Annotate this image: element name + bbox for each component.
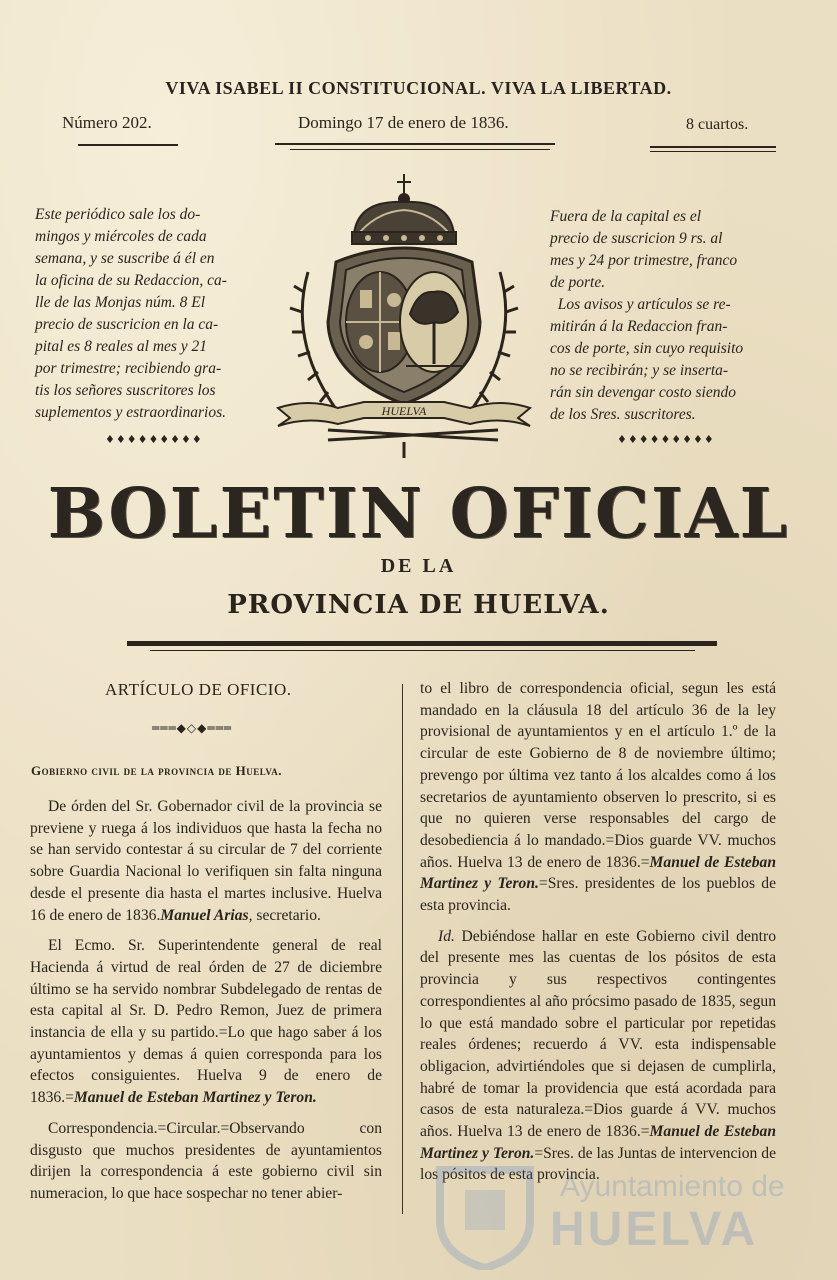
header-rule-center [275,143,555,145]
header-rule-right-thin [650,151,776,152]
city-shield-icon [430,1160,540,1270]
issue-price: 8 cuartos. [686,116,749,133]
article-ornament: ═══◆◇◆═══ [152,721,233,735]
article-heading: ARTÍCULO DE OFICIO. [105,680,292,699]
crest-ribbon-text: HUELVA [381,404,427,418]
masthead-rule-thin [150,650,695,651]
paragraph-text: Correspondencia.=Circular.=Observando con disgusto que muchos presidentes de ayuntamientos dirijen la correspondencia á este gobierno civil sin numeracion, lo que hace sospechar no tener abier- [30,1119,382,1202]
issue-date: Domingo 17 de enero de 1836. [298,113,509,132]
coat-of-arms-emblem [268,172,540,462]
watermark-line1: Ayuntamiento de [560,1170,785,1203]
header-rule-right [650,146,776,148]
paragraph-text: to el libro de correspondencia oficial, segun les está mandado en la cláusula 18 del artículo 36 de la ley provisional de ayuntamientos y en el artículo 1.º de la circular de este Gobierno de 8 de noviembre último; prevengo por última vez tanto á los alcaldes como á los secretarios de ayuntamiento observen lo prescrito, si es que no quieren verse responsables del cargo de desobediencia á lo mandado.=Dios guarde VV. muchos años. Huelva 13 de enero de 1836.= [420,680,776,871]
gobierno-heading: Gobierno civil de la provincia de Huelva. [31,763,283,778]
recipients: =Sres. presidentes de los pueblos de esta provincia. [420,875,776,915]
paragraph-text: El Ecmo. Sr. Superintendente general de real Hacienda á virtud de real órden de 27 de diciembre último se ha servido nombrar Subdelegado de rentas de esta capital al Sr. D. Pedro Remon, Juez de primera instancia de ella y su partido.=Lo que hago saber á los ayuntamientos y demas á quien corresponda para los efectos consiguientes. Huelva 9 de enero de 1836.= [30,937,382,1107]
recipients: =Sres. de las Juntas de intervencion de los pósitos de esta provincia. [420,1144,776,1184]
newspaper-subtitle: DE LA [380,555,457,577]
paragraph-correspondencia [30,1118,382,1205]
signature: Manuel de Esteban Martinez y Teron. [73,1089,317,1107]
newspaper-title: BOLETIN OFICIAL [47,474,790,554]
signature-role: , secretario. [248,906,321,924]
header-rule-left [78,144,178,146]
newspaper-province: PROVINCIA DE HUELVA. [227,590,610,620]
paragraph-guardia-nacional [30,796,382,926]
ornament-dots-right: ♦♦♦♦♦♦♦♦♦ [617,433,715,446]
header-rule-center-thin [290,149,550,150]
paragraph-positos [420,926,776,1186]
subscription-notice-right: Fuera de la capital es el precio de suscricion 9 rs. al mes y 24 por trimestre, franco de porte. Los avisos y artículos se re- mitirán á la Redaccion fran- cos de porte, sin cuyo requisito no se recibirán; y se inserta- rán sin devengar costo siendo de los Sres. suscritores. [550,208,744,423]
masthead-rule-thick [127,641,717,646]
issue-number: Número 202. [62,113,152,132]
signature: Manuel Arias [160,906,249,924]
paragraph-text: De órden del Sr. Gobernador civil de la provincia se previene y ruega á los individuos que hasta la fecha no se han servido contestar á su circular de 7 del corriente sobre Guardia Nacional lo verifiquen sin falta ninguna desde el presente dia hasta el martes inclusive. Huelva 16 de enero de 1836. [30,798,382,924]
article-column-left [30,796,382,1205]
paragraph-text: Debiéndose hallar en este Gobierno civil dentro del presente mes las cuentas de los pósitos de esta provincia y sus respectivos contingentes correspondientes al año prócsimo pasado de 1835, segun lo que está mandado sobre el particular por repetidas reales órdenes; recuerdo á VV. esta indispensable obligacion, advirtiéndoles que si dejasen de cumplirla, habré de tomar la providencia que está acordada para casos de esta naturaleza.=Dios guarde á VV. muchos años. Huelva 13 de enero de 1836.= [420,927,776,1141]
paragraph-correspondencia-continued [420,678,776,917]
masthead-motto: VIVA ISABEL II CONSTITUCIONAL. VIVA LA LIBERTAD. [165,78,672,98]
watermark-line2: HUELVA [550,1203,759,1256]
paragraph-lead: Id. [438,927,455,945]
signature: Manuel de Esteban Martinez y Teron. [420,1123,776,1162]
signature: Manuel de Esteban Martinez y Teron. [420,853,776,893]
article-column-right [420,678,776,1186]
subscription-notice-left: Este periódico sale los do- mingos y miércoles de cada semana, y se suscribe á él en la oficina de su Redaccion, ca- lle de las Monjas núm. 8 El precio de suscricion en la ca- pital es 8 reales al mes y 21 por trimestre; recibiendo gra- tis los señores suscritores los suplementos y estraordinarios. [35,206,227,421]
column-divider [402,684,403,1214]
paragraph-subdelegado [30,935,382,1109]
archive-watermark [430,1160,810,1270]
ornament-dots-left: ♦♦♦♦♦♦♦♦♦ [105,433,203,446]
